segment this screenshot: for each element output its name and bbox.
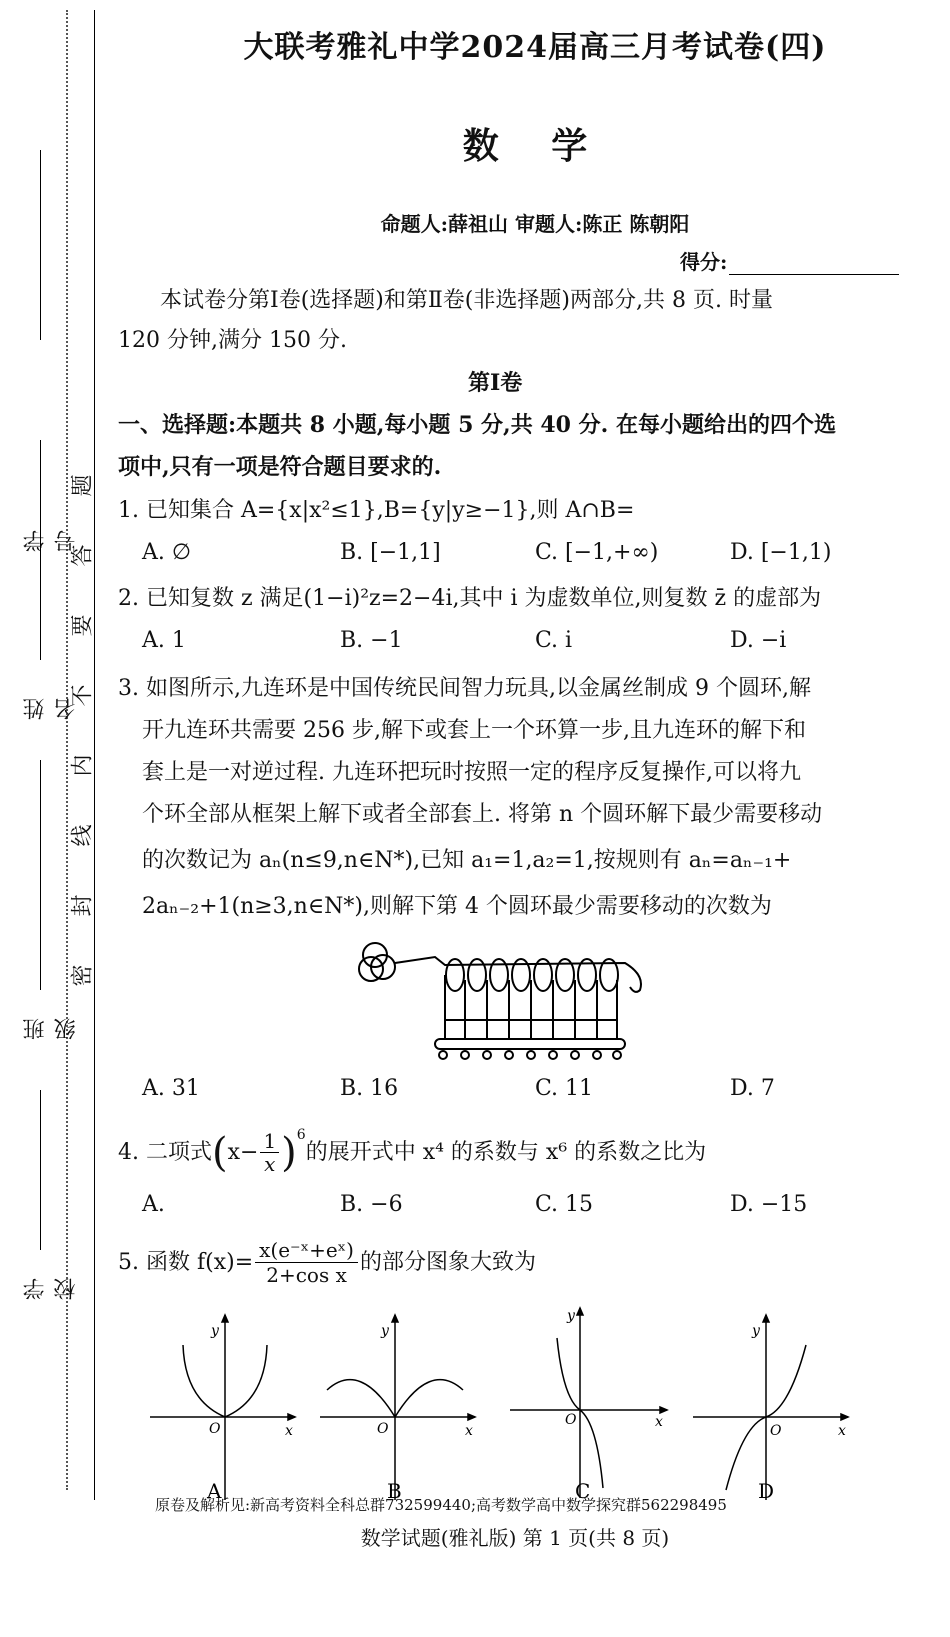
volume-heading: 第Ⅰ卷 xyxy=(468,370,523,396)
q5-prefix: 5. 函数 f(x)= xyxy=(118,1249,254,1275)
q2-option-b[interactable]: B. −1 xyxy=(340,628,403,653)
source-note: 原卷及解析见:新高考资料全科总群732599440;高考数学高中数学探究群562298495 xyxy=(155,1496,727,1514)
score-blank[interactable] xyxy=(729,252,899,275)
q4-frac-den: x xyxy=(264,1152,276,1176)
q4-option-b[interactable]: B. −6 xyxy=(340,1192,403,1217)
graph-c-x-label: x xyxy=(655,1414,663,1430)
graph-b-origin: O xyxy=(377,1421,389,1437)
graph-b-y-label: y xyxy=(381,1323,389,1339)
subject-title: 数 学 xyxy=(462,125,608,167)
school-label: 学 校 xyxy=(23,1270,79,1300)
seal-char: 题 xyxy=(70,474,96,497)
intro-line-1: 本试卷分第Ⅰ卷(选择题)和第Ⅱ卷(非选择题)两部分,共 8 页. 时量 xyxy=(160,288,773,313)
q3-option-a[interactable]: A. 31 xyxy=(142,1076,200,1101)
q4-prefix: 4. 二项式 xyxy=(118,1139,212,1165)
class-label: 班 级 xyxy=(23,1010,79,1040)
seal-char: 答 xyxy=(70,544,96,567)
graph-c-y-label: y xyxy=(567,1308,575,1324)
student-no-label: 学 号 xyxy=(23,530,79,552)
section-heading-line-2: 项中,只有一项是符合题目要求的. xyxy=(118,454,442,480)
graph-d-origin: O xyxy=(770,1423,782,1439)
q3-line: 个环全部从框架上解下或者全部套上. 将第 n 个圆环解下最少需要移动 xyxy=(142,802,823,827)
score-field[interactable] xyxy=(680,246,899,275)
q5-suffix: 的部分图象大致为 xyxy=(359,1249,536,1275)
q1-option-a[interactable]: A. ∅ xyxy=(142,540,192,565)
q4-option-a[interactable]: A. xyxy=(142,1192,165,1217)
graph-b-label: B xyxy=(387,1479,402,1503)
graph-a[interactable] xyxy=(145,1305,305,1505)
seal-char: 内 xyxy=(70,754,96,777)
section-heading-line-1: 一、选择题:本题共 8 小题,每小题 5 分,共 40 分. 在每小题给出的四个选 xyxy=(118,412,836,438)
q1-option-c[interactable]: C. [−1,+∞) xyxy=(535,540,659,565)
q4-open-paren: ( xyxy=(211,1129,228,1176)
seal-char: 密 xyxy=(70,964,96,987)
q1-option-b[interactable]: B. [−1,1] xyxy=(340,540,441,565)
authors-line: 命题人:薛祖山 审题人:陈正 陈朝阳 xyxy=(380,212,690,236)
seal-char: 封 xyxy=(70,894,96,917)
graph-a-origin: O xyxy=(209,1421,221,1437)
q4-exponent: 6 xyxy=(296,1126,306,1143)
q5-fraction xyxy=(255,1238,358,1287)
nine-rings-illustration xyxy=(355,935,660,1065)
q3-line: 套上是一对逆过程. 九连环把玩时按照一定的程序反复操作,可以将九 xyxy=(142,760,801,785)
q2-option-a[interactable]: A. 1 xyxy=(142,628,186,653)
q3-option-b[interactable]: B. 16 xyxy=(340,1076,399,1101)
graph-a-y-label: y xyxy=(211,1323,219,1339)
graph-c-origin: O xyxy=(565,1412,577,1428)
q5-frac-num: x(e⁻ˣ+eˣ) xyxy=(255,1238,358,1263)
graph-c[interactable] xyxy=(505,1298,675,1508)
q4-fraction xyxy=(260,1130,279,1175)
page-footer: 数学试题(雅礼版) 第 1 页(共 8 页) xyxy=(360,1526,670,1550)
name-label: 姓 名 xyxy=(23,690,79,720)
graph-d-x-label: x xyxy=(838,1423,846,1439)
graph-a-x-label: x xyxy=(285,1423,293,1439)
q4-stem xyxy=(118,1126,707,1176)
graph-a-label: A xyxy=(207,1479,222,1503)
exam-title: 大联考雅礼中学2024届高三月考试卷(四) xyxy=(243,30,827,65)
student-no-field[interactable] xyxy=(10,150,79,552)
q3-line: 的次数记为 aₙ(n≤9,n∈N*),已知 a₁=1,a₂=1,按规则有 aₙ=aₙ₋₁+ xyxy=(142,848,792,873)
graph-d-y-label: y xyxy=(752,1323,760,1339)
q3-line: 2aₙ₋₂+1(n≥3,n∈N*),则解下第 4 个圆环最少需要移动的次数为 xyxy=(142,894,772,919)
q2-option-d[interactable]: D. −i xyxy=(730,628,787,653)
q2-option-c[interactable]: C. i xyxy=(535,628,573,653)
seal-char: 不 xyxy=(70,684,96,707)
seal-char: 线 xyxy=(70,824,96,847)
seal-char: 要 xyxy=(70,614,96,637)
graph-b-x-label: x xyxy=(465,1423,473,1439)
q4-option-d[interactable]: D. −15 xyxy=(730,1192,808,1217)
q3-line: 3. 如图所示,九连环是中国传统民间智力玩具,以金属丝制成 9 个圆环,解 xyxy=(118,676,811,701)
q1-stem: 1. 已知集合 A={x|x²≤1},B={y|y≥−1},则 A∩B= xyxy=(118,498,635,523)
graph-b[interactable] xyxy=(315,1305,485,1505)
q4-option-c[interactable]: C. 15 xyxy=(535,1192,594,1217)
score-label: 得分: xyxy=(680,250,728,274)
q1-option-d[interactable]: D. [−1,1) xyxy=(730,540,832,565)
graph-d[interactable] xyxy=(688,1305,858,1505)
q4-close-paren: ) xyxy=(281,1129,297,1176)
graph-c-label: C xyxy=(575,1479,591,1503)
q5-frac-den: 2+cos x xyxy=(266,1263,347,1287)
intro-line-2: 120 分钟,满分 150 分. xyxy=(118,328,347,353)
q3-line: 开九连环共需要 256 步,解下或套上一个环算一步,且九连环的解下和 xyxy=(142,718,806,743)
q4-suffix: 的展开式中 x⁴ 的系数与 x⁶ 的系数之比为 xyxy=(305,1139,707,1165)
q4-frac-num: 1 xyxy=(260,1130,279,1153)
q2-stem: 2. 已知复数 z 满足(1−i)²z=2−4i,其中 i 为虚数单位,则复数 z̄ 的虚部为 xyxy=(118,586,822,611)
q3-option-c[interactable]: C. 11 xyxy=(535,1076,594,1101)
q3-option-d[interactable]: D. 7 xyxy=(730,1076,775,1101)
graph-d-label: D xyxy=(758,1479,775,1503)
q5-stem xyxy=(118,1238,536,1287)
q4-expr-left: x− xyxy=(227,1139,259,1165)
